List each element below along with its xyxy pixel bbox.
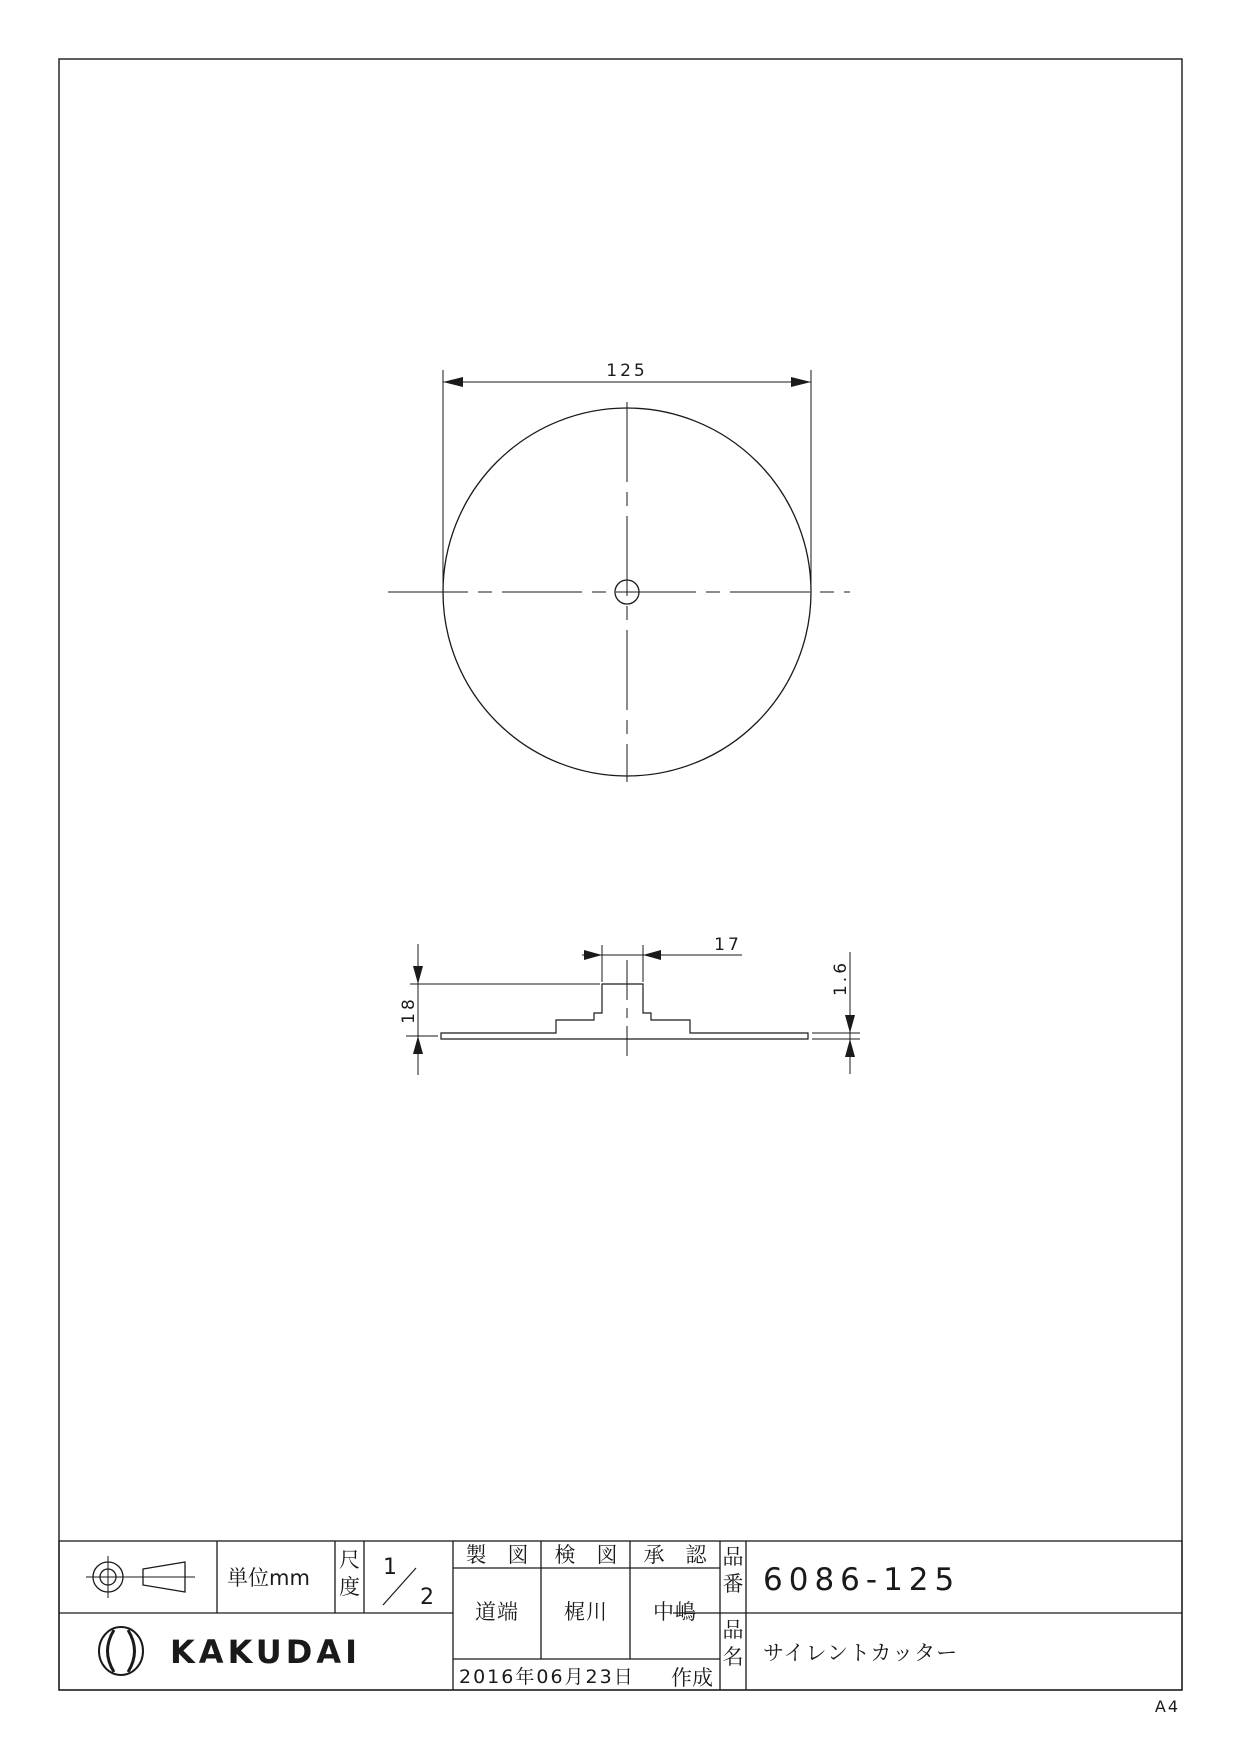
dimension-arrow-right xyxy=(791,377,811,387)
thickness-arrow-bottom xyxy=(845,1039,855,1057)
hub-arrow-left xyxy=(584,950,602,960)
logo-mark-inner xyxy=(108,1630,135,1672)
part-name-label-bottom: 名 xyxy=(722,1645,744,1669)
cutter-profile xyxy=(441,984,808,1039)
paper-size-label: A4 xyxy=(1154,1697,1180,1716)
drawn-by: 道端 xyxy=(475,1600,519,1624)
checked-by: 梶川 xyxy=(564,1600,608,1624)
height-dimension-text: 18 xyxy=(399,996,419,1024)
sheet-border xyxy=(59,59,1182,1690)
part-number: 6086-125 xyxy=(763,1562,961,1598)
top-view xyxy=(388,370,850,782)
height-arrow-top xyxy=(413,966,423,984)
approved-by: 中嶋 xyxy=(653,1600,697,1624)
logo-mark-outer xyxy=(99,1627,143,1675)
thickness-dimension-text: 1.6 xyxy=(831,959,851,997)
hub-dimension-text: 17 xyxy=(714,935,742,955)
unit-text: 単位mm xyxy=(227,1566,310,1590)
hub-arrow-right xyxy=(643,950,661,960)
scale-label-top: 尺 xyxy=(339,1548,360,1572)
drawn-label: 製 図 xyxy=(465,1543,529,1567)
thickness-arrow-top xyxy=(845,1015,855,1033)
company-logo-text: KAKUDAI xyxy=(170,1633,362,1671)
dimension-arrow-left xyxy=(443,377,463,387)
part-no-label-top: 品 xyxy=(722,1545,744,1569)
part-name: サイレントカッター xyxy=(763,1641,959,1665)
height-arrow-bottom xyxy=(413,1036,423,1054)
part-name-label-top: 品 xyxy=(722,1618,744,1642)
scale-denominator: 2 xyxy=(420,1585,436,1610)
diameter-dimension-text: 125 xyxy=(606,361,648,381)
part-no-label-bottom: 番 xyxy=(722,1572,744,1596)
checked-label: 検 図 xyxy=(554,1543,618,1567)
approved-label: 承 認 xyxy=(643,1543,707,1567)
scale-label-bottom: 度 xyxy=(339,1575,360,1599)
side-view xyxy=(406,944,860,1075)
creation-date: 2016年06月23日 xyxy=(459,1666,635,1688)
scale-numerator: 1 xyxy=(383,1555,399,1580)
created-label: 作成 xyxy=(671,1666,713,1690)
